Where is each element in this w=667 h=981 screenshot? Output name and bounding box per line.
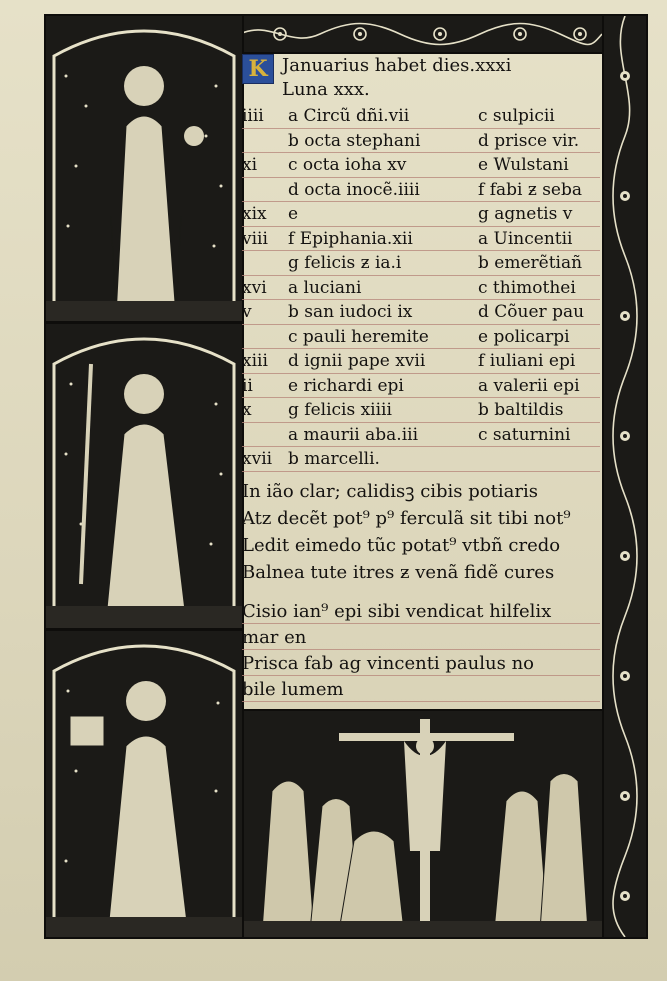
calendar-row	[242, 104, 600, 128]
calendar-cell-col2: g agnetis v	[478, 204, 573, 224]
calendar-cell-num: iiii	[242, 106, 264, 126]
calendar-cell-col2: f fabi ƶ seba	[478, 179, 583, 200]
calendar-cell-col2: d prisce vir.	[478, 130, 580, 151]
cisio-line: bile lumem	[242, 678, 344, 700]
calendar-row	[242, 325, 600, 349]
verse-line: Atz decẽt pot⁹ p⁹ ferculã sit tibi not⁹	[242, 507, 571, 529]
calendar-cell-col1: d ignii pape xvii	[288, 351, 426, 371]
calendar-row	[242, 447, 600, 471]
calendar-cell-col1: f Epiphania.xii	[288, 228, 413, 249]
calendar-cell-col1: c octa ioha xv	[288, 155, 407, 175]
calendar-cell-num: v	[242, 302, 252, 322]
saint-with-staff-icon	[46, 324, 242, 628]
calendar-cell-num: xiii	[242, 351, 268, 371]
calendar-cell-col1: b marcelli.	[288, 449, 380, 469]
crucifixion-woodcut	[242, 709, 604, 939]
woodcut-saint-middle	[44, 322, 244, 630]
calendar-row	[242, 251, 600, 275]
calendar-row	[242, 300, 600, 324]
illuminated-initial: K	[242, 54, 274, 84]
calendar-cell-col1: g felicis ƶ ia.i	[288, 253, 402, 273]
calendar-cell-col1: e	[288, 204, 299, 224]
saint-figure-icon	[46, 16, 242, 321]
calendar-cell-col2: a valerii epi	[478, 375, 580, 396]
verse-line: In ião clar; calidisꝫ cibis potiaris	[242, 480, 538, 502]
calendar-cell-col1: b octa stephani	[288, 130, 421, 151]
calendar-cell-col1: a maurii aba.iii	[288, 424, 419, 445]
calendar-cell-num: xix	[242, 204, 267, 224]
calendar-cell-col1: d octa inocẽ.iiii	[288, 179, 420, 200]
floral-border-top	[240, 14, 602, 54]
calendar-row	[242, 423, 600, 447]
calendar-row	[242, 129, 600, 153]
cisio-line: mar en	[242, 626, 307, 648]
calendar-cell-num: x	[242, 400, 252, 420]
calendar-cell-num: xvii	[242, 449, 273, 469]
lunar-heading: Luna xxx.	[282, 79, 370, 100]
calendar-row	[242, 276, 600, 300]
calendar-cell-col2: e policarpi	[478, 326, 570, 347]
calendar-cell-col2: e Wulstani	[478, 155, 569, 175]
calendar-cell-col2: c saturnini	[478, 424, 571, 445]
cisio-line: Prisca fab ag vincenti paulus no	[242, 652, 534, 674]
calendar-text-block	[242, 52, 600, 708]
calendar-cell-col1: a luciani	[288, 277, 362, 298]
calendar-cell-num: viii	[242, 228, 268, 249]
calendar-cell-col1: a Circũ dñi.vii	[288, 106, 410, 126]
month-heading: Januarius habet dies.xxxi	[282, 55, 512, 76]
calendar-row	[242, 153, 600, 177]
calendar-cell-col1: c pauli heremite	[288, 326, 429, 347]
calendar-cell-col1: g felicis xiiii	[288, 400, 392, 420]
calendar-cell-num: ii	[242, 375, 253, 396]
ruling-line	[242, 701, 600, 702]
calendar-cell-num: xi	[242, 155, 258, 175]
floral-ornament-icon	[240, 16, 602, 52]
verse-line: Balnea tute itres ƶ venã fidẽ cures	[242, 561, 555, 583]
calendar-cell-col2: d Cõuer pau	[478, 302, 585, 322]
calendar-cell-col2: b baltildis	[478, 400, 564, 420]
calendar-cell-col2: c sulpicii	[478, 106, 555, 126]
calendar-row	[242, 374, 600, 398]
calendar-cell-col2: c thimothei	[478, 277, 576, 298]
vine-ornament-icon	[604, 16, 646, 937]
woodcut-saint-bottom	[44, 629, 244, 939]
calendar-row	[242, 227, 600, 251]
ruling-line	[242, 471, 600, 472]
calendar-row	[242, 178, 600, 202]
saint-with-crown-icon	[46, 631, 242, 937]
calendar-cell-col2: f iuliani epi	[478, 351, 576, 371]
verse-line: Ledit eimedo tũc potat⁹ vtbñ credo	[242, 534, 561, 556]
cisio-line: Cisio ian⁹ epi sibi vendicat hilfelix	[242, 600, 552, 622]
calendar-cell-col2: b emerẽtiañ	[478, 253, 583, 273]
woodcut-saint-top	[44, 14, 244, 323]
calendar-cell-col1: b san iudoci ix	[288, 302, 413, 322]
crucifixion-scene-icon	[244, 711, 602, 937]
calendar-cell-num: xvi	[242, 277, 267, 298]
calendar-row	[242, 202, 600, 226]
calendar-cell-col2: a Uincentii	[478, 228, 573, 249]
floral-border-right	[602, 14, 648, 939]
calendar-row	[242, 349, 600, 373]
calendar-cell-col1: e richardi epi	[288, 375, 404, 396]
calendar-row	[242, 398, 600, 422]
